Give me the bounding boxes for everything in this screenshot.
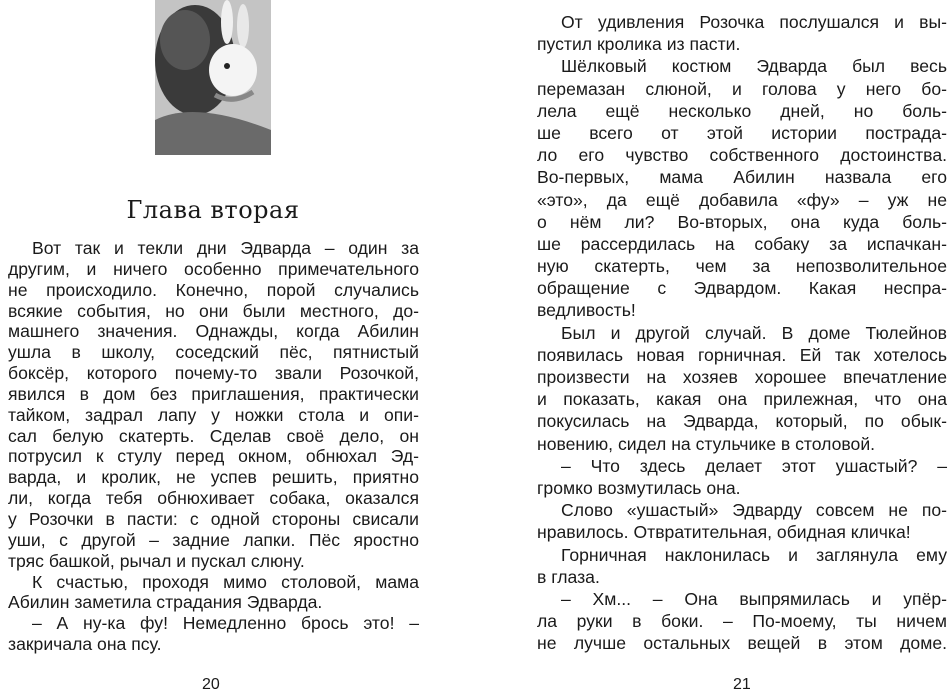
text-line: Вот так и текли дни Эдварда – один за <box>32 238 419 258</box>
chapter-title: Глава вторая <box>126 196 300 224</box>
right-page-text <box>537 11 947 654</box>
text-line: К счастью, проходя мимо столовой, мама <box>32 571 419 592</box>
text-line: громко возмутилась она. <box>537 477 741 498</box>
text-line: покусилась на Эдварда, который, по обык- <box>537 411 947 432</box>
text-line: Слово «ушастый» Эдварду совсем не по- <box>561 500 947 521</box>
text-line: и показать, какая она прилежная, что она <box>537 389 947 410</box>
text-line: ную скатерть, чем за непозволительное <box>537 256 947 277</box>
text-line: Во-первых, мама Абилин назвала его <box>537 167 947 188</box>
text-line: не лучше остальных вещей в этом доме. <box>537 633 947 654</box>
text-line: обращение с Эдвардом. Какая неспра- <box>537 278 947 299</box>
text-line: «это», да ещё добавила «фу» – уж не <box>537 189 947 210</box>
text-line: явился в дом без приглашения, практически <box>8 383 419 404</box>
text-line: Горничная наклонилась и заглянула ему <box>561 544 947 565</box>
text-line: варда, и кролик, не успев решить, приятно <box>8 467 419 488</box>
page-number-left: 20 <box>202 676 220 693</box>
text-line: – Что здесь делает этот ушастый? – <box>561 455 947 476</box>
text-line: Абилин заметила страдания Эдварда. <box>8 592 323 613</box>
text-line: ведливость! <box>537 300 636 321</box>
text-line: сал белую скатерть. Сделав своё дело, он <box>8 425 419 446</box>
text-line: уши, с другой – задние лапки. Пёс яростно <box>8 529 419 550</box>
text-line: ушла в школу, соседский пёс, пятнистый <box>8 342 419 363</box>
text-line: От удивления Розочка послушался и вы- <box>561 12 947 32</box>
text-line: не происходило. Конечно, порой случались <box>8 279 419 300</box>
text-line: нравилось. Отвратительная, обидная кличка! <box>537 522 911 543</box>
text-line: о нём ли? Во-вторых, она куда боль- <box>537 211 947 232</box>
text-line: всякие события, но они были местного, до- <box>8 300 419 321</box>
text-line: произвести на хозяев хорошее впечатление <box>537 367 947 387</box>
text-line: машнего значения. Однажды, когда Абилин <box>8 321 419 342</box>
text-line: лела ещё несколько дней, но боль- <box>537 100 947 121</box>
text-line: перемазан слюной, и голова у него бо- <box>537 78 947 99</box>
text-line: ла руки в боки. – По-моему, ты ничем <box>537 611 947 632</box>
illustration-girl-with-rabbit <box>155 0 271 155</box>
text-line: – Хм... – Она выпрямилась и упёр- <box>561 588 947 609</box>
text-line: другим, и ничего особенно примечательного <box>8 258 419 279</box>
text-line: у Розочки в пасти: с одной стороны свисали <box>8 508 419 529</box>
text-line: появилась новая горничная. Ей так хотелось <box>537 344 947 365</box>
text-line: ше всего от этой истории пострада- <box>537 122 947 143</box>
left-page-text <box>8 238 419 655</box>
text-line: новению, сидел на стульчике в столовой. <box>537 433 876 454</box>
text-line: ше рассердилась на собаку за испачкан- <box>537 233 947 254</box>
text-line: тайком, задрал лапу у ножки стола и опи- <box>8 404 419 425</box>
text-line: потрусил к стулу перед окном, обнюхал Эд- <box>8 446 419 467</box>
text-line: боксёр, которого почему-то звали Розочкой, <box>8 363 419 384</box>
text-line: тряс башкой, рычал и пускал слюну. <box>8 550 305 571</box>
text-line: Шёлковый костюм Эдварда был весь <box>561 56 947 77</box>
text-line: – А ну-ка фу! Немедленно брось это! – <box>32 613 419 634</box>
text-line: ло его чувство собственного достоинства. <box>537 145 947 166</box>
text-line: в глаза. <box>537 566 600 587</box>
page-number-right: 21 <box>733 676 751 693</box>
text-line: закричала она псу. <box>8 634 162 655</box>
text-line: ли, когда тебя обнюхивает собака, оказался <box>8 488 419 509</box>
text-line: Был и другой случай. В доме Тюлейнов <box>561 322 947 343</box>
text-line: пустил кролика из пасти. <box>537 34 741 55</box>
